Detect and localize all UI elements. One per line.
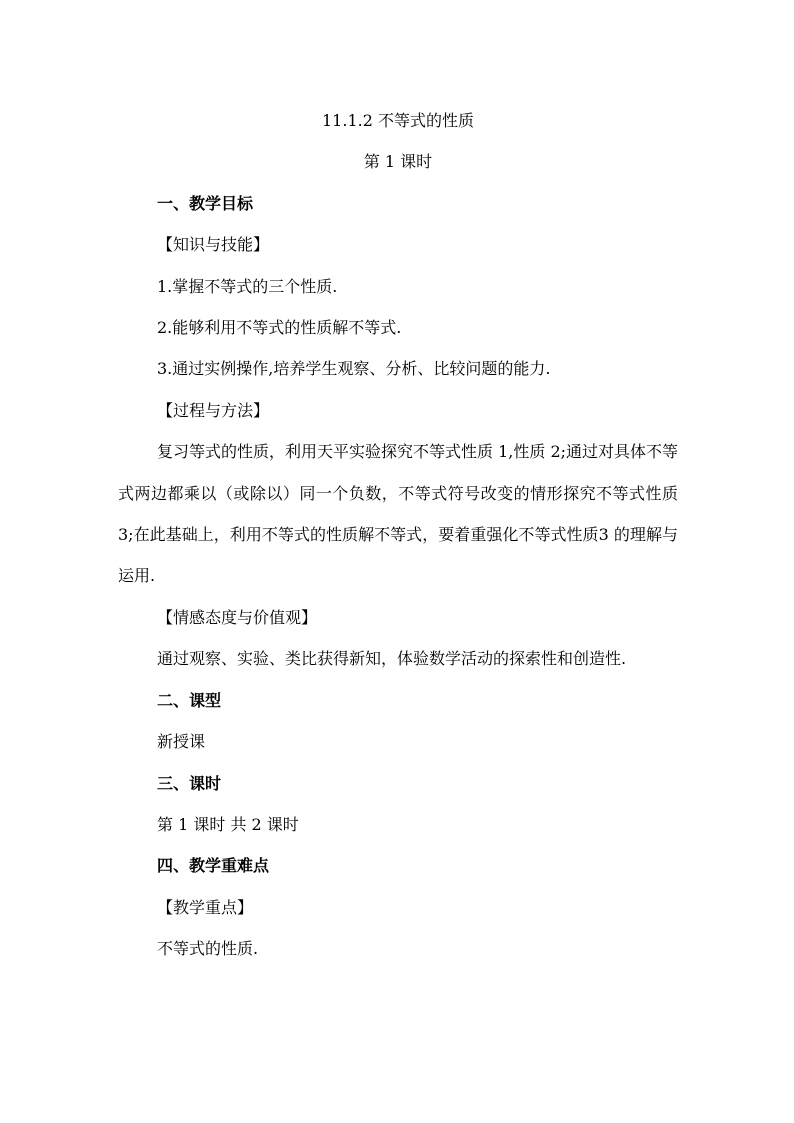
section-heading-periods: 三、课时 — [157, 773, 222, 793]
document-page — [118, 100, 678, 970]
section-heading-objectives: 一、教学目标 — [157, 193, 254, 213]
periods-text: 第 1 课时 共 2 课时 — [157, 814, 299, 834]
section-heading-key-difficult: 四、教学重难点 — [157, 856, 270, 876]
knowledge-item: 3.通过实例操作,培养学生观察、分析、比较问题的能力. — [157, 359, 551, 379]
label-emotion-values: 【情感态度与价值观】 — [157, 607, 318, 627]
document-subtitle: 第 1 课时 — [363, 152, 433, 172]
knowledge-item: 1.掌握不等式的三个性质. — [157, 276, 338, 296]
paragraph-process-method: 复习等式的性质，利用天平实验探究不等式性质 1,性质 2;通过对具体不等式两边都乘以（或除以）同一个负数，不等式符号改变的情形探究不等式性质 3;在此基础上，利用不等式的性质解不等式，要着重强化不等式性质3 的理解与运用. — [118, 442, 679, 586]
knowledge-item: 2.能够利用不等式的性质解不等式. — [157, 318, 402, 338]
label-process-method: 【过程与方法】 — [157, 400, 270, 420]
label-knowledge-skills: 【知识与技能】 — [157, 235, 270, 255]
section-heading-lesson-type: 二、课型 — [157, 690, 222, 710]
lesson-type-text: 新授课 — [157, 732, 206, 752]
document-title: 11.1.2 不等式的性质 — [322, 111, 474, 130]
key-points-text: 不等式的性质. — [157, 939, 259, 959]
label-key-points: 【教学重点】 — [157, 897, 254, 917]
paragraph-emotion-values: 通过观察、实验、类比获得新知，体验数学活动的探索性和创造性. — [157, 649, 627, 669]
